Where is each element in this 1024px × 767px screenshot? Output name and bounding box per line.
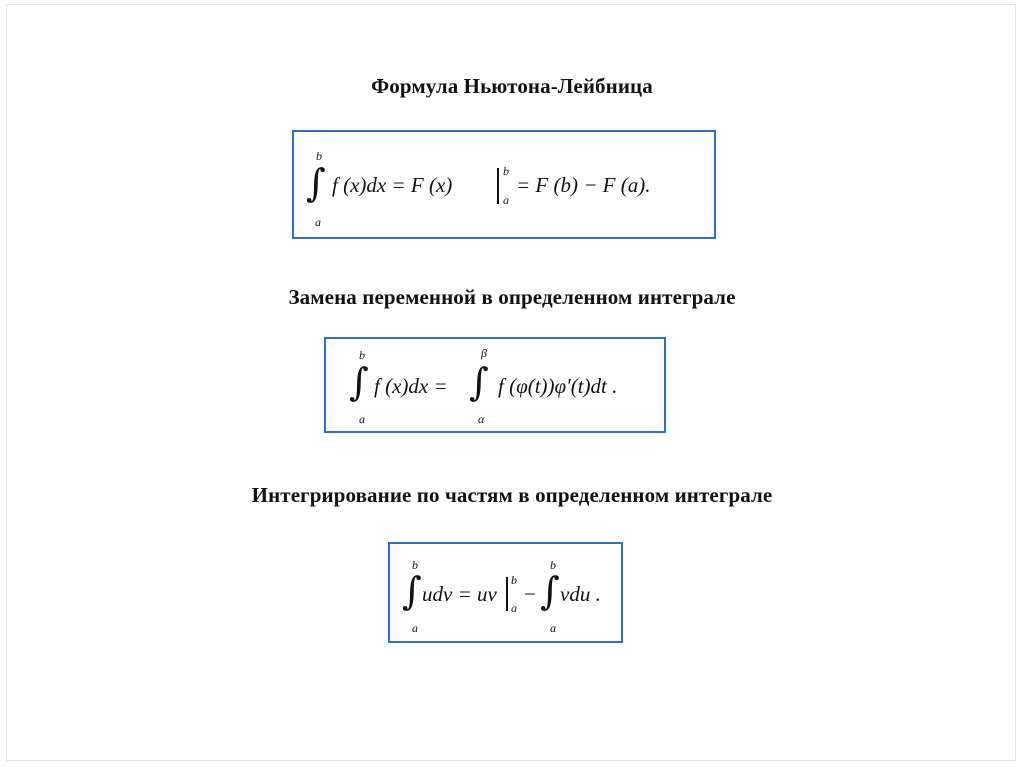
integral-sign-2: ∫ bbox=[540, 569, 560, 613]
formula-box-newton-leibniz bbox=[292, 130, 716, 239]
evaluation-lower: a bbox=[503, 193, 509, 207]
heading-by-parts: Интегрирование по частям в определенном интеграле bbox=[251, 483, 773, 507]
formula-rhs: vdu . bbox=[560, 582, 601, 606]
integral2-lower-limit: α bbox=[478, 412, 485, 426]
formula-box-by-parts bbox=[388, 542, 623, 643]
heading-substitution: Замена переменной в определенном интеграле bbox=[288, 285, 736, 309]
formula-lhs: udv = uv bbox=[422, 582, 497, 606]
formula-rhs: f (φ(t))φ′(t)dt . bbox=[498, 374, 618, 398]
formula-box-substitution bbox=[324, 337, 666, 433]
evaluation-lower: a bbox=[511, 601, 517, 615]
evaluation-bar bbox=[506, 577, 508, 611]
integral1-lower-limit: a bbox=[412, 621, 418, 635]
integral-sign-2: ∫ bbox=[469, 360, 489, 404]
evaluation-upper: b bbox=[503, 164, 509, 178]
integral1-upper-limit: b bbox=[412, 558, 418, 572]
integral1-upper-limit: b bbox=[359, 348, 365, 362]
integral2-lower-limit: a bbox=[550, 621, 556, 635]
integral-sign-1: ∫ bbox=[402, 569, 422, 613]
formula-lhs: f (x)dx = F (x) bbox=[332, 173, 453, 197]
formula-lhs: f (x)dx = bbox=[374, 374, 448, 398]
integral-sign-1: ∫ bbox=[349, 360, 369, 404]
integral1-lower-limit: a bbox=[359, 412, 365, 426]
integral2-upper-limit: b bbox=[550, 558, 556, 572]
integral-upper-limit: b bbox=[316, 149, 322, 163]
minus-sign: − bbox=[524, 582, 536, 606]
evaluation-bar bbox=[497, 168, 499, 204]
integral2-upper-limit: β bbox=[481, 346, 487, 360]
integral-sign: ∫ bbox=[306, 161, 326, 205]
evaluation-upper: b bbox=[511, 573, 517, 587]
formula-rhs: = F (b) − F (a). bbox=[516, 173, 651, 197]
integral-lower-limit: a bbox=[315, 215, 321, 229]
heading-newton-leibniz: Формула Ньютона-Лейбница bbox=[371, 74, 653, 98]
